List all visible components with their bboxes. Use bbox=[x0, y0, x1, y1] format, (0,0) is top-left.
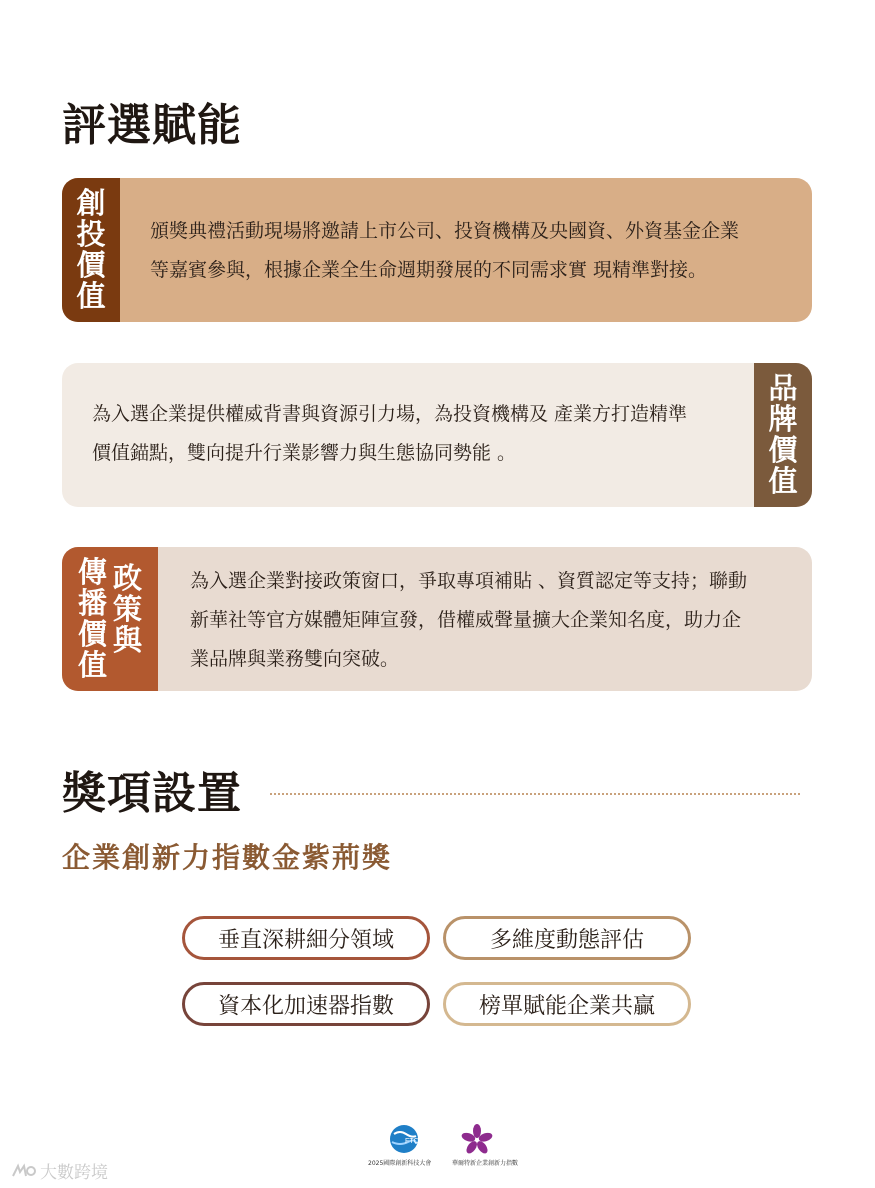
watermark-logo-icon bbox=[10, 1163, 36, 1179]
tab-char: 創 bbox=[76, 186, 106, 220]
tab-char: 與 bbox=[113, 622, 143, 657]
tab-char: 政 bbox=[113, 560, 143, 595]
card-tab-policy bbox=[62, 547, 158, 691]
watermark-text: 大數跨境 bbox=[40, 1163, 108, 1183]
pill-list-empower: 榜單賦能企業共贏 bbox=[443, 982, 691, 1026]
tab-char: 價 bbox=[77, 617, 107, 651]
card-text: 為入選企業對接政策窗口，爭取專項補貼 、資質認定等支持；聯動 新華社等官方媒體矩陣宣發，借權威聲量擴大企業知名度，助力企 業品牌與業務雙向突破。 bbox=[190, 570, 748, 670]
card-text: 頒獎典禮活動現場將邀請上市公司、投資機構及央國資、外資基金企業 等嘉賓參與，根據企業全生命週期發展的不同需求實 現精準對接。 bbox=[150, 220, 740, 281]
card-text: 為入選企業提供權威背書與資源引力場，為投資機構及 產業方打造精準 價值錨點，雙向提升行業影響力與生態協同勢能 。 bbox=[92, 403, 688, 464]
award-subtitle: 企業創新力指數金紫荊獎 bbox=[62, 841, 393, 874]
tab-char: 值 bbox=[77, 648, 107, 682]
dotted-divider bbox=[270, 793, 800, 795]
ftc-logo-caption: 2025國際創新科技大會 bbox=[368, 1160, 432, 1167]
card-brand-value bbox=[62, 363, 812, 507]
card-investment-value bbox=[62, 178, 812, 322]
tab-char: 投 bbox=[76, 217, 106, 251]
tab-char: 品 bbox=[768, 371, 798, 405]
card-tab-brand bbox=[754, 363, 812, 507]
watermark bbox=[10, 1158, 108, 1183]
pill-vertical-niche: 垂直深耕細分領域 bbox=[182, 916, 430, 960]
pill-capital-accelerator: 資本化加速器指數 bbox=[182, 982, 430, 1026]
tab-char: 策 bbox=[113, 591, 143, 626]
ftc-logo-text: FTC bbox=[405, 1138, 419, 1145]
pill-dynamic-evaluation: 多維度動態評估 bbox=[443, 916, 691, 960]
tab-char: 值 bbox=[76, 279, 106, 313]
footer-logos bbox=[366, 1124, 526, 1172]
tab-char: 傳 bbox=[77, 555, 107, 589]
section-title-evaluation: 評選賦能 bbox=[62, 100, 242, 151]
tab-char: 牌 bbox=[768, 402, 798, 436]
tab-char: 值 bbox=[768, 464, 798, 498]
tab-char: 價 bbox=[768, 433, 798, 467]
section-title-awards: 獎項設置 bbox=[62, 768, 242, 819]
ftc-globe-logo-icon bbox=[386, 1124, 426, 1156]
card-policy-communication-value bbox=[62, 547, 812, 691]
tab-char: 價 bbox=[76, 248, 106, 282]
bauhinia-flower-logo-icon bbox=[460, 1124, 494, 1156]
card-tab-investment bbox=[62, 178, 120, 322]
bauhinia-logo-caption: 華爾特新企業創新力指數 bbox=[452, 1160, 519, 1167]
tab-char: 播 bbox=[77, 586, 107, 620]
